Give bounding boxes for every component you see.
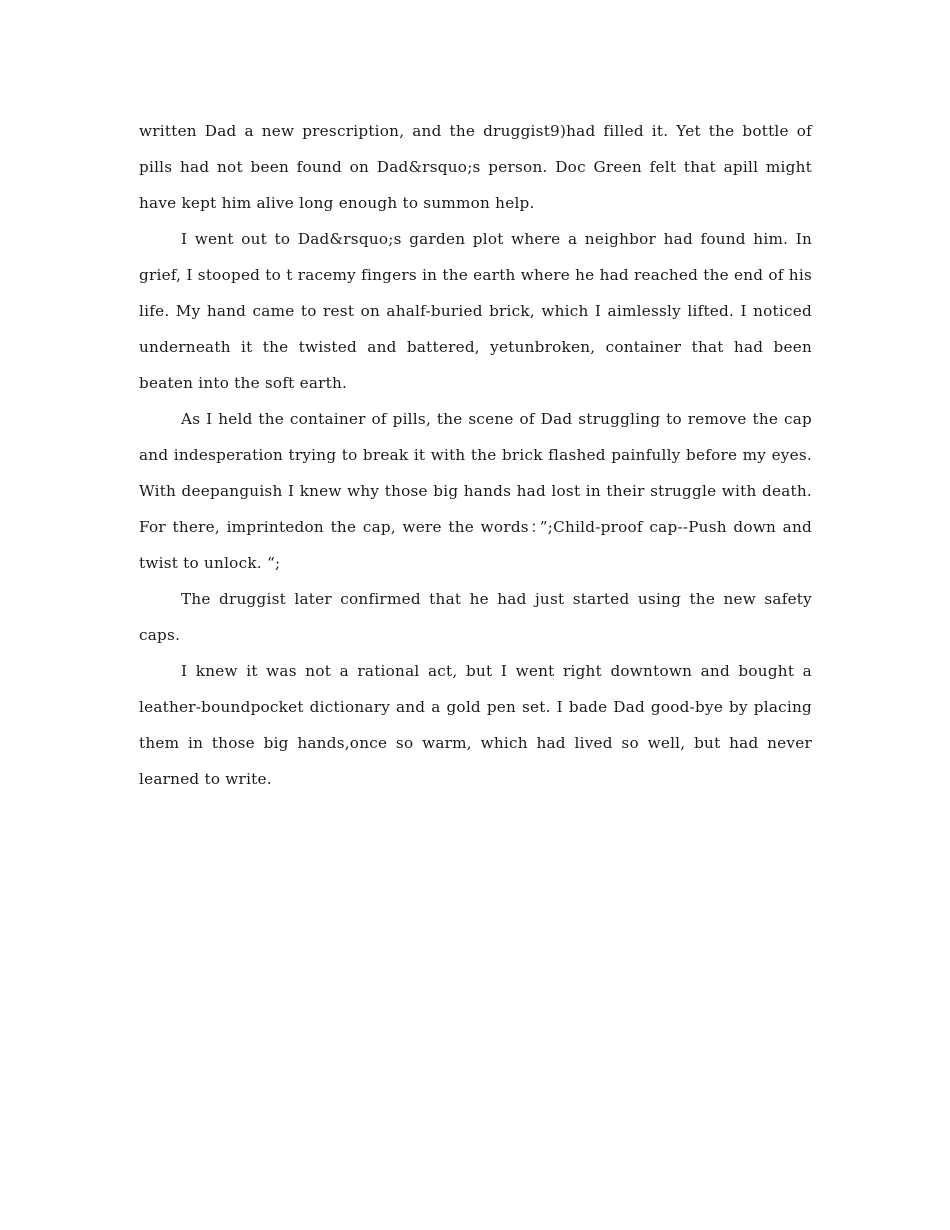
body-text [139, 113, 812, 797]
paragraph-4: The druggist later confirmed that he had just started using the new safety caps. [139, 590, 812, 644]
paragraph-2: I went out to Dad&rsquo;s garden plot where a neighbor had found him. In grief, I stooped to t racemy fingers in the earth where he had reached the end of his life. My hand came to rest on ahalf-buried brick, which I aimlessly lifted. I noticed underneath it the twisted and battered, yetunbroken, container that had been beaten into the soft earth. [139, 230, 812, 392]
paragraph-1: written Dad a new prescription, and the druggist9)had filled it. Yet the bottle of pills had not been found on Dad&rsquo;s person. Doc Green felt that apill might have kept him alive long enough to summon help. [139, 122, 812, 212]
paragraph-3: As I held the container of pills, the scene of Dad struggling to remove the cap and indesperation trying to break it with the brick flashed painfully before my eyes. With deepanguish I knew why those big hands had lost in their struggle with death. For there, imprintedon the cap, were the words：”;Child-proof cap--Push down and twist to unlock. “; [139, 410, 812, 572]
paragraph-5: I knew it was not a rational act, but I went right downtown and bought a leather-boundpocket dictionary and a gold pen set. I bade Dad good-bye by placing them in those big hands,once so warm, which had lived so well, but had never learned to write. [139, 662, 812, 788]
